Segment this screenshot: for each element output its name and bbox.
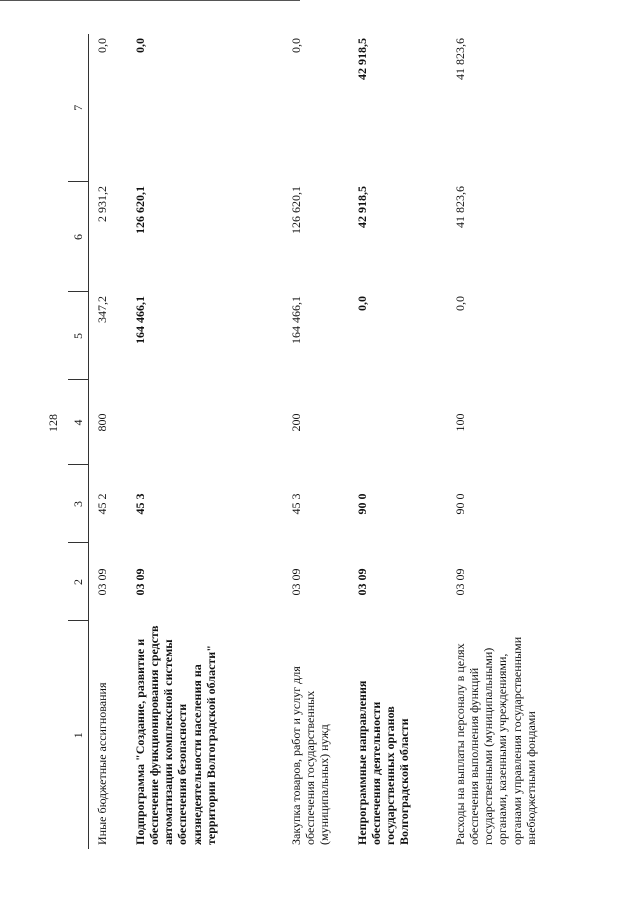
expense-type	[349, 380, 447, 465]
amount-col-5: 347,2	[95, 296, 109, 323]
amount-col-5: 164 466,1	[133, 296, 147, 344]
header-col-4: 4	[68, 380, 89, 465]
section-code: 03 09	[289, 568, 303, 596]
expense-type: 100	[453, 413, 467, 432]
amount-col-6: 42 918,5	[355, 186, 369, 228]
table-row	[447, 34, 623, 849]
amount-col-5: 164 466,1	[289, 296, 303, 344]
target-code: 45 2	[95, 493, 109, 515]
section-code: 03 09	[355, 568, 369, 596]
header-col-1: 1	[68, 621, 89, 849]
amount-col-5: 0,0	[355, 296, 369, 311]
row-name: Подпрограмма "Создание, развитие и обеспечение функционирования средств автоматизации комплексной системы обеспечения безопасности жизнедеятельности населения на территории Волгоградской области"	[133, 625, 218, 845]
amount-col-6: 2 931,2	[95, 186, 109, 222]
header-col-6: 6	[68, 182, 89, 292]
section-code: 03 09	[133, 568, 147, 596]
row-name: Закупка товаров, работ и услуг для обеспечения государственных (муниципальных) нужд	[289, 666, 332, 845]
header-col-5: 5	[68, 292, 89, 380]
section-code: 03 09	[95, 568, 109, 596]
budget-table	[68, 34, 623, 849]
amount-col-7: 0,0	[289, 38, 303, 53]
table-row	[349, 34, 447, 849]
section-code: 03 09	[453, 568, 467, 596]
target-code: 90 0	[355, 493, 369, 515]
amount-col-6: 126 620,1	[133, 186, 147, 234]
amount-col-6: 126 620,1	[289, 186, 303, 234]
expense-type: 200	[289, 413, 303, 432]
amount-col-6: 41 823,6	[453, 186, 467, 228]
table-row	[283, 34, 349, 849]
expense-type: 800	[95, 413, 109, 432]
amount-col-7: 0,0	[95, 38, 109, 53]
table-row	[89, 34, 128, 849]
expense-type	[127, 380, 283, 465]
table-row	[127, 34, 283, 849]
header-col-3: 3	[68, 465, 89, 543]
row-name: Расходы на выплаты персоналу в целях обеспечения выполнения функций государственными (муниципальными) органами, казенными учреждениями, органами управления государственными внебюджетными фондами	[453, 636, 538, 845]
amount-col-7: 41 823,6	[453, 38, 467, 80]
header-col-7: 7	[68, 34, 89, 182]
header-row	[68, 34, 89, 849]
top-rule	[0, 0, 300, 1]
amount-col-5: 0,0	[453, 296, 467, 311]
row-name: Иные бюджетные ассигнования	[95, 682, 109, 845]
row-name: Непрограммные направления обеспечения деятельности государственных органов Волгоградской области	[355, 680, 412, 845]
budget-table-rotated	[68, 34, 608, 849]
page-number: 128	[46, 414, 60, 432]
amount-col-7: 0,0	[133, 38, 147, 53]
target-code: 45 3	[289, 493, 303, 515]
target-code: 90 0	[453, 493, 467, 515]
header-col-2: 2	[68, 543, 89, 621]
amount-col-7: 42 918,5	[355, 38, 369, 80]
target-code: 45 3	[133, 493, 147, 515]
